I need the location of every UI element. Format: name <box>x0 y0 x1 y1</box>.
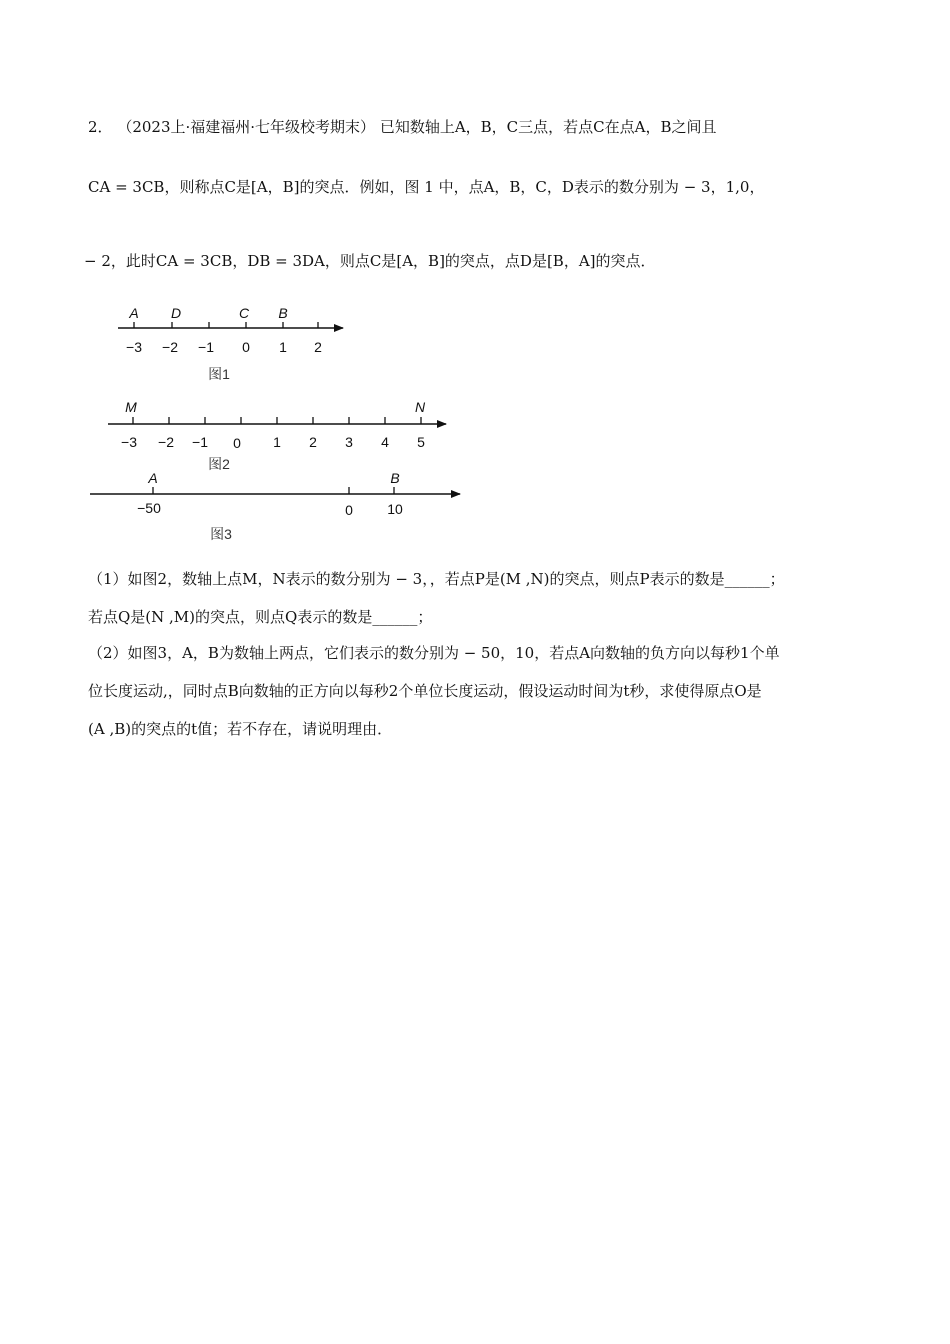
fig2-tick-label: 1 <box>273 434 281 450</box>
fig1-tick-label: −3 <box>126 339 142 355</box>
problem-text-2: CA = 3CB，则称点C是[A，B]的突点．例如，图 1 中，点A，B，C，D表示的数分别为 − 3，1,0， <box>88 178 765 196</box>
fig2-label-M: M <box>125 399 137 415</box>
problem-source: （2023上·福建福州·七年级校考期末） <box>117 118 376 136</box>
question-2-text-1: （2）如图3，A，B为数轴上两点，它们表示的数分别为 − 50，10，若点A向数轴的负方向以每秒1个单 <box>88 644 780 662</box>
fig1-label-C: C <box>238 305 250 321</box>
fig2-tick-label: −1 <box>192 434 208 450</box>
fig2-tick-label: 4 <box>381 434 389 450</box>
fig2-tick-label: −2 <box>158 434 174 450</box>
fig3-tick-label: 10 <box>387 501 403 517</box>
question-2-line-2 <box>88 680 762 701</box>
fig3-caption: 图3 <box>210 526 232 542</box>
fig2-tick-label: 5 <box>417 434 425 450</box>
problem-text-1: 已知数轴上A，B，C三点，若点C在点A，B之间且 <box>379 118 717 136</box>
question-1-text-1: （1）如图2，数轴上点M，N表示的数分别为 − 3，，若点P是(M ,N)的突点，则点P表示的数是______； <box>88 570 785 588</box>
fig1-label-A: A <box>129 305 139 321</box>
fig2-tick-label: 0 <box>233 435 241 451</box>
fig1-tick-label: 0 <box>242 339 250 355</box>
question-1-line-1 <box>88 568 785 589</box>
fig1-label-B: B <box>278 305 288 321</box>
question-2-text-3: (A ,B)的突点的t值；若不存在，请说明理由． <box>88 720 393 738</box>
question-1-text-2: 若点Q是(N ,M)的突点，则点Q表示的数是______； <box>88 608 433 626</box>
figure-1 <box>118 305 343 382</box>
fig3-label-B: B <box>390 470 400 486</box>
figure-2 <box>108 399 446 472</box>
question-1-line-2 <box>88 606 432 627</box>
fig2-label-N: N <box>414 399 426 415</box>
fig2-caption: 图2 <box>208 456 230 472</box>
fig1-tick-label: 1 <box>279 339 287 355</box>
fig3-tick-label: −50 <box>137 500 161 516</box>
fig1-label-D: D <box>170 305 182 321</box>
fig3-tick-label: 0 <box>345 502 353 518</box>
question-2-line-3 <box>88 718 392 739</box>
fig1-tick-label: −1 <box>198 339 214 355</box>
fig3-label-A: A <box>148 470 158 486</box>
number-line-figures <box>0 0 950 560</box>
figure-3 <box>90 470 460 542</box>
problem-text-3: − 2，此时CA = 3CB，DB = 3DA，则点C是[A，B]的突点，点D是[B，A]的突点． <box>84 252 656 270</box>
fig2-tick-label: 3 <box>345 434 353 450</box>
problem-number: 2． <box>88 118 113 136</box>
fig2-tick-label: −3 <box>121 434 137 450</box>
question-2-line-1 <box>88 642 780 663</box>
question-2-text-2: 位长度运动,，同时点B向数轴的正方向以每秒2个单位长度运动，假设运动时间为t秒，求使得原点O是 <box>88 682 762 700</box>
fig1-caption: 图1 <box>208 366 230 382</box>
fig1-tick-label: −2 <box>162 339 178 355</box>
fig2-tick-label: 2 <box>309 434 317 450</box>
fig1-tick-label: 2 <box>314 339 322 355</box>
